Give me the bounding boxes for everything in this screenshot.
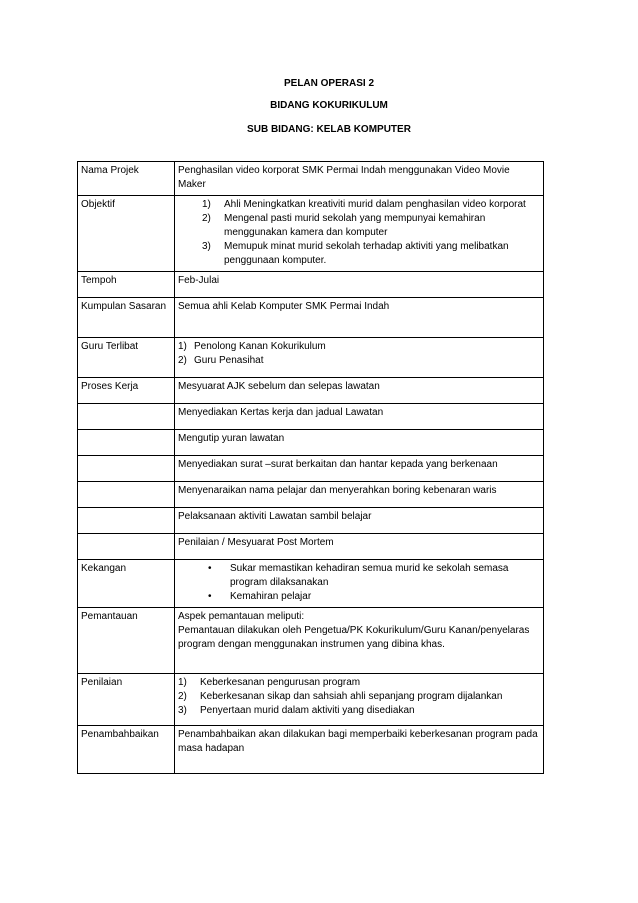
- row-proses-kerja: [78, 404, 544, 430]
- row-kumpulan-sasaran: [78, 298, 544, 338]
- list-item: 3) Penyertaan murid dalam aktiviti yang disediakan: [178, 705, 415, 716]
- list-item: 1) Penolong Kanan Kokurikulum: [178, 341, 326, 352]
- label-proses-kerja: Proses Kerja: [78, 378, 175, 404]
- label-pemantauan: Pemantauan: [78, 608, 175, 674]
- plan-table: [77, 161, 544, 774]
- proses-step: Menyediakan Kertas kerja dan jadual Lawatan: [175, 404, 544, 430]
- value-penambahbaikan: Penambahbaikan akan dilakukan bagi memperbaiki keberkesanan program pada masa hadapan: [175, 726, 544, 774]
- list-item: 1) Ahli Meningkatkan kreativiti murid dalam penghasilan video korporat: [202, 199, 526, 210]
- list-item: • Kemahiran pelajar: [208, 591, 312, 602]
- penilaian-list: [178, 676, 540, 718]
- proses-step: Pelaksanaan aktiviti Lawatan sambil belajar: [175, 508, 544, 534]
- row-proses-kerja: [78, 508, 544, 534]
- objektif-list: [202, 198, 540, 268]
- list-item: 1) Keberkesanan pengurusan program: [178, 677, 361, 688]
- list-item: 2) Guru Penasihat: [178, 355, 264, 366]
- list-item: 3) Memupuk minat murid sekolah terhadap aktiviti yang melibatkan penggunaan komputer.: [202, 241, 509, 266]
- value-objektif: [175, 196, 544, 272]
- title-line-2: BIDANG KOKURIKULUM: [270, 100, 388, 111]
- proses-step: Penilaian / Mesyuarat Post Mortem: [175, 534, 544, 560]
- value-guru-terlibat: [175, 338, 544, 378]
- proses-step: Mesyuarat AJK sebelum dan selepas lawatan: [175, 378, 544, 404]
- proses-step: Menyediakan surat –surat berkaitan dan hantar kepada yang berkenaan: [175, 456, 544, 482]
- title-line-1: PELAN OPERASI 2: [283, 78, 375, 89]
- bullet-icon: •: [208, 563, 212, 574]
- value-kekangan: [175, 560, 544, 608]
- row-penambahbaikan: [78, 726, 544, 774]
- bullet-icon: •: [208, 591, 212, 602]
- proses-step: Menyenaraikan nama pelajar dan menyerahkan boring kebenaran waris: [175, 482, 544, 508]
- label-penambahbaikan: Penambahbaikan: [78, 726, 175, 774]
- label-kekangan: Kekangan: [78, 560, 175, 608]
- label-kumpulan-sasaran: Kumpulan Sasaran: [78, 298, 175, 338]
- row-kekangan: [78, 560, 544, 608]
- row-penilaian: [78, 674, 544, 726]
- row-proses-kerja: [78, 456, 544, 482]
- list-item: 2) Mengenal pasti murid sekolah yang mempunyai kemahiran menggunakan kamera dan komputer: [202, 213, 486, 238]
- value-kumpulan-sasaran: Semua ahli Kelab Komputer SMK Permai Indah: [175, 298, 544, 338]
- list-item: • Sukar memastikan kehadiran semua murid ke sekolah semasa program dilaksanakan: [208, 563, 509, 588]
- label-nama-projek: Nama Projek: [78, 162, 175, 196]
- value-tempoh: Feb-Julai: [175, 272, 544, 298]
- row-proses-kerja: [78, 378, 544, 404]
- value-penilaian: [175, 674, 544, 726]
- row-proses-kerja: [78, 482, 544, 508]
- proses-step: Mengutip yuran lawatan: [175, 430, 544, 456]
- label-guru-terlibat: Guru Terlibat: [78, 338, 175, 378]
- row-guru-terlibat: [78, 338, 544, 378]
- kekangan-list: [208, 562, 540, 604]
- pemantauan-line-1: Aspek pemantauan meliputi:: [178, 611, 305, 622]
- list-item: 2) Keberkesanan sikap dan sahsiah ahli sepanjang program dijalankan: [178, 691, 503, 702]
- row-nama-projek: [78, 162, 544, 196]
- value-pemantauan: [175, 608, 544, 674]
- row-pemantauan: [78, 608, 544, 674]
- row-objektif: [78, 196, 544, 272]
- label-tempoh: Tempoh: [78, 272, 175, 298]
- pemantauan-line-2: Pemantauan dilakukan oleh Pengetua/PK Kokurikulum/Guru Kanan/penyelaras program dengan menggunakan instrumen yang dibina khas.: [178, 625, 530, 650]
- title-line-3: SUB BIDANG: KELAB KOMPUTER: [247, 124, 411, 135]
- value-nama-projek: Penghasilan video korporat SMK Permai Indah menggunakan Video Movie Maker: [175, 162, 544, 196]
- guru-list: [178, 340, 540, 368]
- row-proses-kerja: [78, 430, 544, 456]
- row-tempoh: [78, 272, 544, 298]
- label-objektif: Objektif: [78, 196, 175, 272]
- label-penilaian: Penilaian: [78, 674, 175, 726]
- row-proses-kerja: [78, 534, 544, 560]
